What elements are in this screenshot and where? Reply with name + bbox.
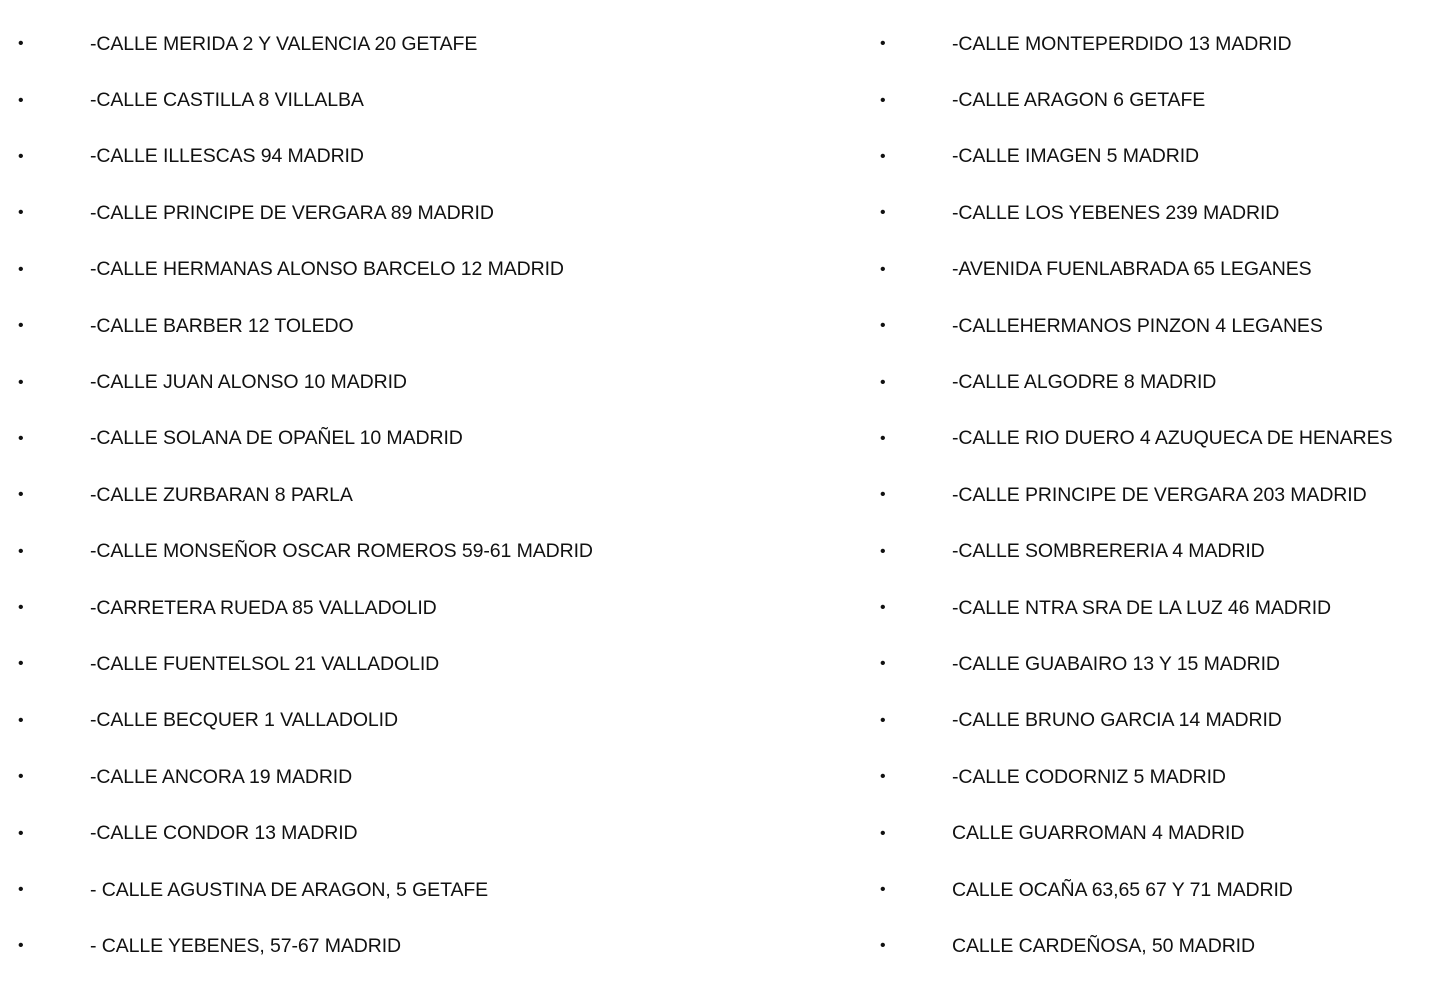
bullet-icon: • — [880, 91, 886, 109]
list-item — [18, 805, 838, 861]
list-item — [880, 72, 1440, 128]
bullet-icon: • — [18, 486, 24, 504]
bullet-icon: • — [18, 204, 24, 222]
address-text: -CALLE SOLANA DE OPAÑEL 10 MADRID — [90, 427, 463, 450]
bullet-icon: • — [880, 937, 886, 955]
bullet-icon: • — [18, 711, 24, 729]
list-item — [880, 918, 1440, 974]
list-item — [880, 467, 1440, 523]
bullet-icon: • — [880, 147, 886, 165]
list-item — [880, 354, 1440, 410]
address-text: -CALLE IMAGEN 5 MADRID — [952, 145, 1200, 168]
bullet-icon: • — [880, 824, 886, 842]
address-text: -CALLE SOMBRERERIA 4 MADRID — [952, 540, 1265, 563]
address-text: -CALLE MONTEPERDIDO 13 MADRID — [952, 32, 1292, 55]
list-item — [18, 72, 838, 128]
bullet-icon: • — [18, 147, 24, 165]
address-text: - CALLE AGUSTINA DE ARAGON, 5 GETAFE — [90, 878, 489, 901]
address-text: -CALLE BARBER 12 TOLEDO — [90, 314, 354, 337]
address-text: -CALLE HERMANAS ALONSO BARCELO 12 MADRID — [90, 258, 564, 281]
bullet-icon: • — [880, 486, 886, 504]
bullet-icon: • — [18, 881, 24, 899]
list-item — [18, 580, 838, 636]
list-item — [18, 467, 838, 523]
bullet-icon: • — [18, 35, 24, 53]
list-item — [880, 129, 1440, 185]
bullet-icon: • — [880, 373, 886, 391]
list-item — [18, 636, 838, 692]
list-item — [880, 242, 1440, 298]
list-item — [18, 185, 838, 241]
bullet-icon: • — [18, 373, 24, 391]
bullet-icon: • — [18, 768, 24, 786]
address-text: -CALLE PRINCIPE DE VERGARA 203 MADRID — [952, 483, 1367, 506]
address-text: -CALLE ARAGON 6 GETAFE — [952, 89, 1206, 112]
address-text: -CALLE BECQUER 1 VALLADOLID — [90, 709, 398, 732]
list-item — [18, 693, 838, 749]
bullet-icon: • — [18, 655, 24, 673]
list-item — [18, 918, 838, 974]
list-item — [880, 16, 1440, 72]
address-text: -CALLE GUABAIRO 13 Y 15 MADRID — [952, 652, 1280, 675]
list-item — [18, 298, 838, 354]
address-text: - CALLE YEBENES, 57-67 MADRID — [90, 934, 402, 957]
bullet-icon: • — [18, 317, 24, 335]
address-text: -CALLEHERMANOS PINZON 4 LEGANES — [952, 314, 1323, 337]
list-item — [880, 580, 1440, 636]
list-item — [18, 354, 838, 410]
list-item — [18, 524, 838, 580]
address-text: -CALLE RIO DUERO 4 AZUQUECA DE HENARES — [952, 427, 1393, 450]
bullet-icon: • — [18, 429, 24, 447]
list-item — [18, 16, 838, 72]
address-text: -CALLE ALGODRE 8 MADRID — [952, 371, 1217, 394]
address-text: -CALLE MONSEÑOR OSCAR ROMEROS 59-61 MADRID — [90, 540, 593, 563]
list-item — [880, 862, 1440, 918]
address-text: -CALLE NTRA SRA DE LA LUZ 46 MADRID — [952, 596, 1332, 619]
bullet-icon: • — [880, 655, 886, 673]
address-text: -CALLE PRINCIPE DE VERGARA 89 MADRID — [90, 201, 494, 224]
list-item — [880, 636, 1440, 692]
list-item — [18, 411, 838, 467]
address-text: -AVENIDA FUENLABRADA 65 LEGANES — [952, 258, 1312, 281]
bullet-icon: • — [18, 824, 24, 842]
address-text: -CALLE MERIDA 2 Y VALENCIA 20 GETAFE — [90, 32, 478, 55]
address-text: -CALLE CODORNIZ 5 MADRID — [952, 765, 1226, 788]
list-item — [18, 129, 838, 185]
address-text: CALLE GUARROMAN 4 MADRID — [952, 822, 1245, 845]
list-item — [880, 749, 1440, 805]
bullet-icon: • — [880, 429, 886, 447]
bullet-icon: • — [18, 599, 24, 617]
list-item — [880, 693, 1440, 749]
address-text: -CALLE LOS YEBENES 239 MADRID — [952, 201, 1280, 224]
address-text: -CALLE JUAN ALONSO 10 MADRID — [90, 371, 407, 394]
address-list-right — [880, 16, 1440, 975]
address-text: -CALLE ZURBARAN 8 PARLA — [90, 483, 353, 506]
address-text: -CALLE BRUNO GARCIA 14 MADRID — [952, 709, 1282, 732]
list-item — [18, 242, 838, 298]
list-item — [880, 524, 1440, 580]
bullet-icon: • — [18, 542, 24, 560]
address-text: -CALLE CONDOR 13 MADRID — [90, 822, 358, 845]
address-list-left — [18, 16, 838, 975]
list-item — [880, 298, 1440, 354]
list-item — [880, 805, 1440, 861]
bullet-icon: • — [880, 711, 886, 729]
bullet-icon: • — [880, 768, 886, 786]
list-item — [880, 411, 1440, 467]
address-text: -CALLE ILLESCAS 94 MADRID — [90, 145, 364, 168]
address-text: -CARRETERA RUEDA 85 VALLADOLID — [90, 596, 437, 619]
address-text: CALLE CARDEÑOSA, 50 MADRID — [952, 934, 1255, 957]
address-text: -CALLE CASTILLA 8 VILLALBA — [90, 89, 364, 112]
bullet-icon: • — [18, 260, 24, 278]
list-item — [18, 862, 838, 918]
list-item — [18, 749, 838, 805]
bullet-icon: • — [880, 317, 886, 335]
bullet-icon: • — [18, 937, 24, 955]
bullet-icon: • — [18, 91, 24, 109]
bullet-icon: • — [880, 881, 886, 899]
address-text: -CALLE ANCORA 19 MADRID — [90, 765, 353, 788]
bullet-icon: • — [880, 599, 886, 617]
address-text: CALLE OCAÑA 63,65 67 Y 71 MADRID — [952, 878, 1293, 901]
address-text: -CALLE FUENTELSOL 21 VALLADOLID — [90, 652, 440, 675]
bullet-icon: • — [880, 35, 886, 53]
list-item — [880, 185, 1440, 241]
bullet-icon: • — [880, 260, 886, 278]
bullet-icon: • — [880, 542, 886, 560]
bullet-icon: • — [880, 204, 886, 222]
